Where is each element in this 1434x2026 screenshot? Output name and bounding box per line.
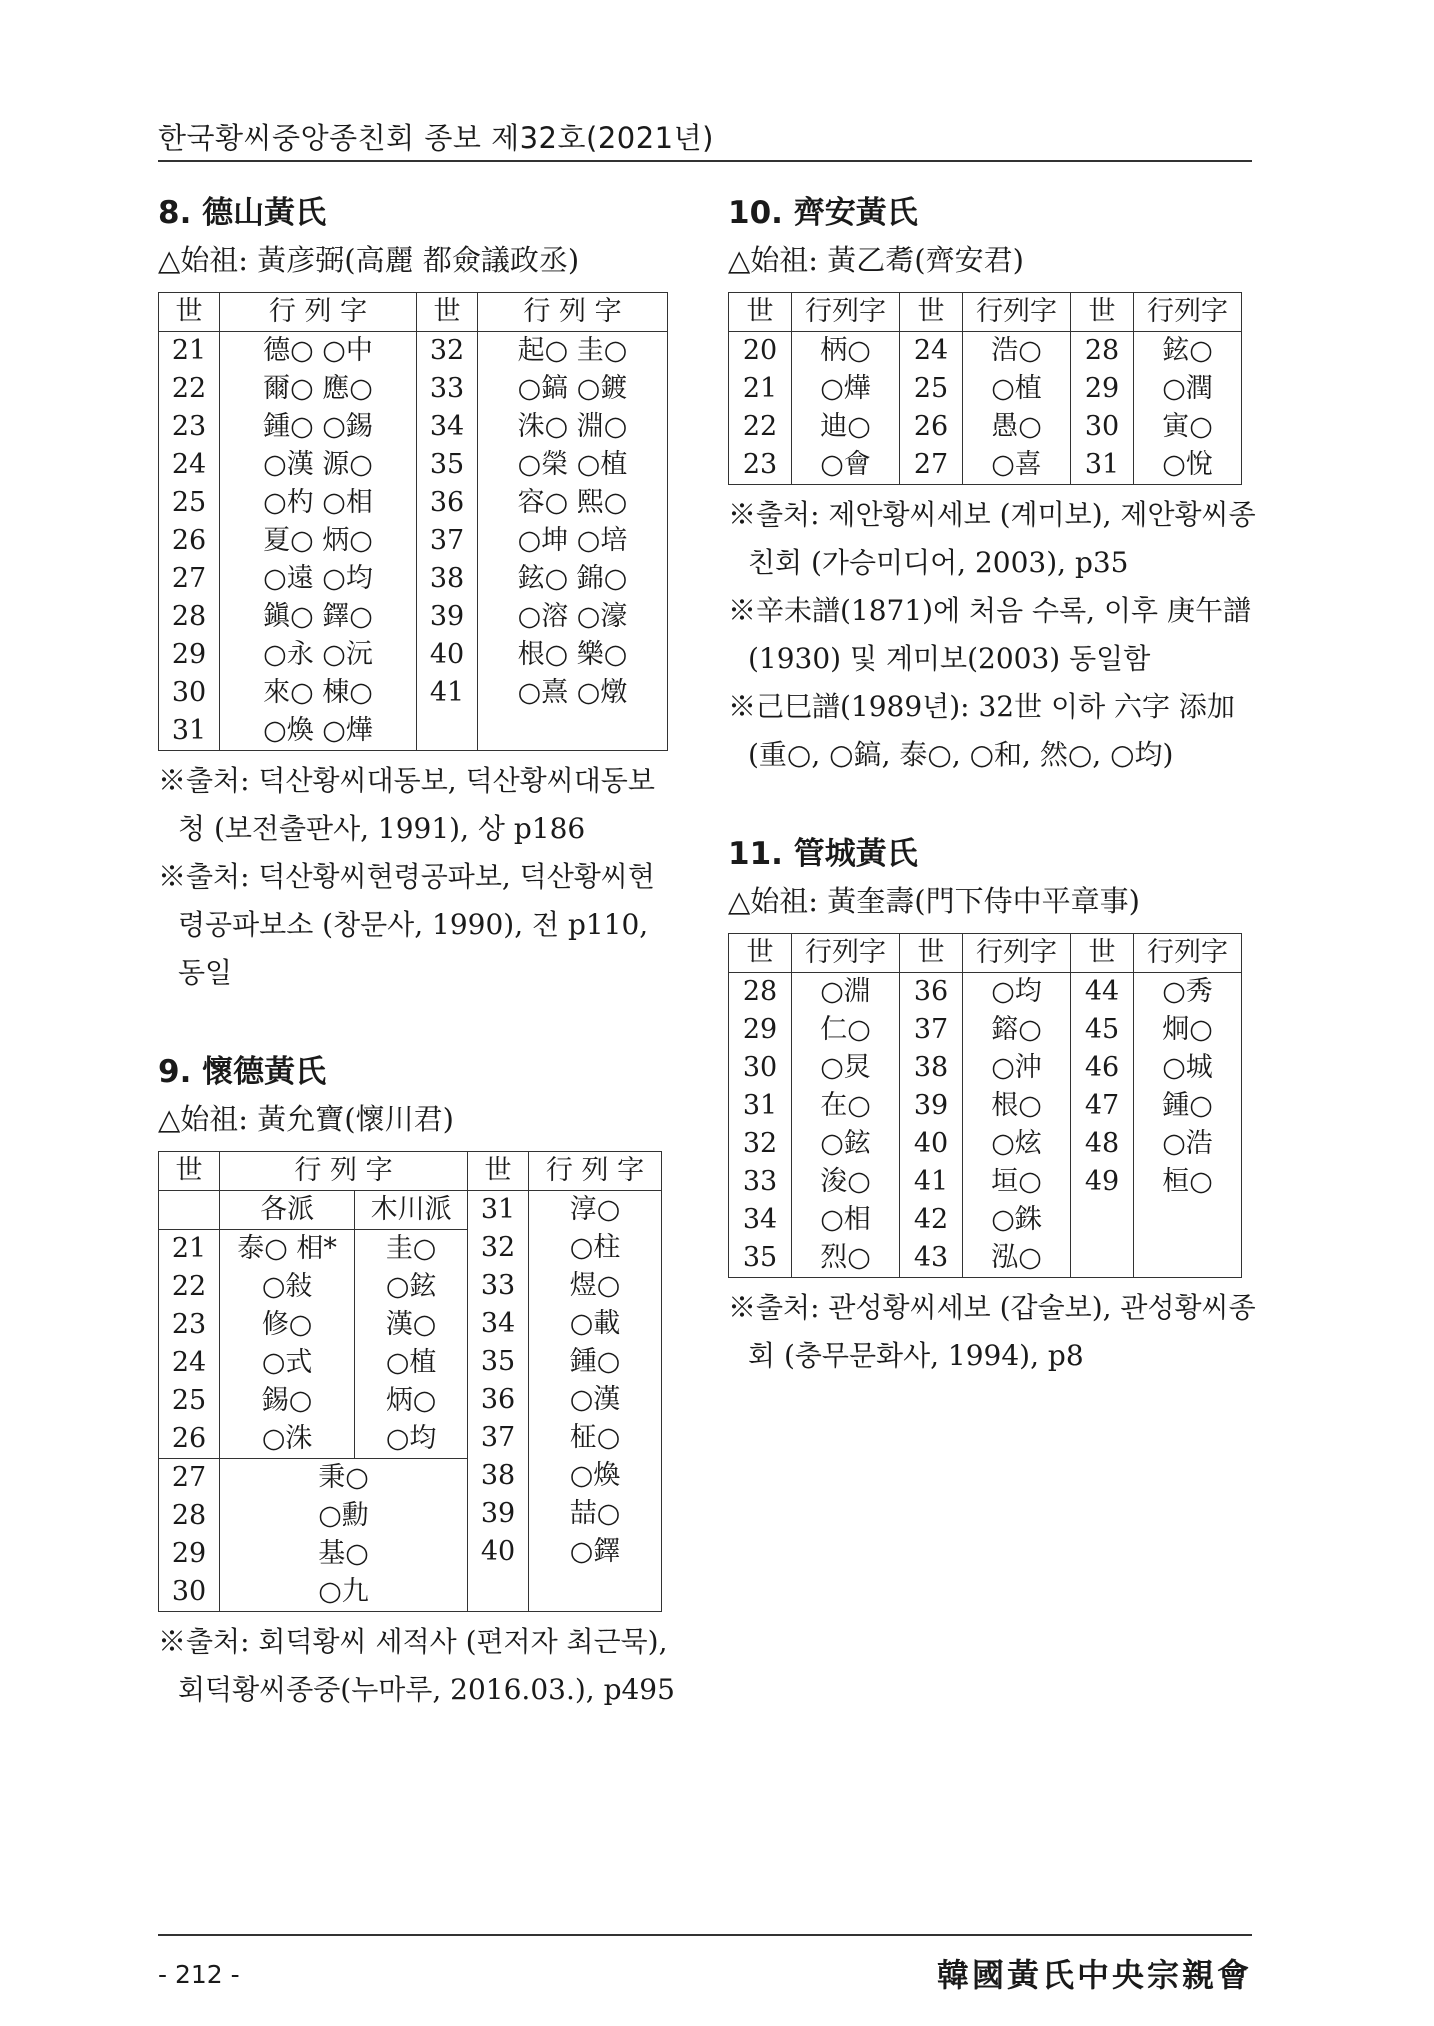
generation-cell: 47 (1071, 1087, 1134, 1125)
generation-cell: 33 (417, 370, 478, 408)
chars-cell: ○炅 (792, 1049, 900, 1087)
section-title: 9. 懷德黃氏 (158, 1054, 327, 1090)
generation-cell: 30 (729, 1049, 792, 1087)
table-row (159, 674, 668, 712)
generation-cell: 31 (159, 712, 220, 751)
chars-cell: ○九 (220, 1573, 468, 1612)
generation-cell: 38 (480, 1460, 516, 1491)
chars-cell: ○坤 ○培 (478, 522, 668, 560)
generation-table (728, 292, 1242, 485)
running-header: 한국황씨중앙종친회 종보 제32호(2021년) (158, 121, 714, 155)
generation-cell: 30 (159, 1573, 220, 1612)
generation-cell: 24 (900, 332, 963, 371)
chars-cell: ○城 (1134, 1049, 1242, 1087)
section-9 (158, 1049, 678, 1714)
founder-line: △始祖: 黃奎壽(門下侍中平章事) (728, 884, 1140, 918)
table-row (159, 598, 668, 636)
generation-cell: 35 (729, 1239, 792, 1278)
generation-cell: 25 (900, 370, 963, 408)
table-row (729, 1125, 1242, 1163)
chars-cell: ○秀 (1134, 973, 1242, 1012)
generation-cell: 21 (159, 332, 220, 371)
chars-cell: ○淵 (792, 973, 900, 1012)
chars-cell: ○會 (792, 446, 900, 485)
chars-cell: 浚○ (792, 1163, 900, 1201)
source-note: ※己巳譜(1989년): 32世 이하 六字 添加 (重○, ○鎬, 泰○, ○和, 然○, ○均) (728, 690, 1235, 771)
chars-cell: 迪○ (792, 408, 900, 446)
chars-cell: 起○ 圭○ (478, 332, 668, 371)
chars-cell: 根○ 樂○ (478, 636, 668, 674)
chars-cell: ○相 (792, 1201, 900, 1239)
header-chars: 行列字 (1134, 293, 1242, 332)
chars-cell: ○煥 (569, 1460, 621, 1491)
chars-cell: 在○ (792, 1087, 900, 1125)
generation-cell: 31 (480, 1194, 516, 1225)
chars-cell: ○杓 ○相 (220, 484, 417, 522)
chars-cell: 圭○ (355, 1230, 468, 1269)
generation-cell: 28 (1071, 332, 1134, 371)
table-row (729, 1163, 1242, 1201)
generation-cell: 26 (900, 408, 963, 446)
header-chars: 行列字 (1134, 934, 1242, 973)
chars-cell: 淳○ (569, 1194, 621, 1225)
header-gen: 世 (159, 1152, 220, 1191)
chars-cell: ○洙 (220, 1420, 355, 1459)
generation-cell: 22 (159, 1268, 220, 1306)
section-title: 8. 德山黃氏 (158, 195, 327, 231)
chars-cell: 修○ (220, 1306, 355, 1344)
chars-cell: 泰○ 相* (220, 1230, 355, 1269)
generation-cell: 43 (900, 1239, 963, 1278)
generation-cell: 34 (480, 1308, 516, 1339)
chars-cell: ○植 (355, 1344, 468, 1382)
founder-line: △始祖: 黃允寶(懷川君) (158, 1102, 454, 1136)
source-note: ※출처: 제안황씨세보 (계미보), 제안황씨종친회 (가승미디어, 2003), p35 (728, 498, 1256, 579)
table-row (729, 1049, 1242, 1087)
chars-cell: 洙○ 淵○ (478, 408, 668, 446)
header-gen: 世 (900, 293, 963, 332)
generation-cell: 34 (729, 1201, 792, 1239)
chars-cell: ○永 ○沅 (220, 636, 417, 674)
chars-cell: 來○ 棟○ (220, 674, 417, 712)
chars-cell: ○植 (963, 370, 1071, 408)
generation-cell: 32 (480, 1232, 516, 1263)
generation-cell: 40 (417, 636, 478, 674)
source-note: ※출처: 덕산황씨대동보, 덕산황씨대동보청 (보전출판사, 1991), 상 p186 (158, 764, 655, 845)
generation-cell: 34 (417, 408, 478, 446)
generation-table (158, 292, 668, 751)
generation-cell: 24 (159, 1344, 220, 1382)
chars-cell: ○柱 (569, 1232, 621, 1263)
chars-cell: 柄○ (792, 332, 900, 371)
chars-cell (1134, 1239, 1242, 1278)
chars-cell: 喆○ (569, 1498, 621, 1529)
source-note: ※출처: 관성황씨세보 (갑술보), 관성황씨종회 (충무문화사, 1994), p8 (728, 1291, 1256, 1372)
table-row (729, 973, 1242, 1012)
generation-cell: 46 (1071, 1049, 1134, 1087)
chars-cell: 炯○ (1134, 1011, 1242, 1049)
generation-cell: 36 (417, 484, 478, 522)
branch-header: 各派 (220, 1191, 355, 1230)
chars-cell: 根○ (963, 1087, 1071, 1125)
chars-cell (478, 712, 668, 751)
generation-cell: 39 (900, 1087, 963, 1125)
generation-cell: 31 (729, 1087, 792, 1125)
table-row (729, 1011, 1242, 1049)
right-column (728, 190, 1258, 1380)
table-row (159, 370, 668, 408)
generation-cell: 37 (417, 522, 478, 560)
generation-cell: 42 (900, 1201, 963, 1239)
table-row (729, 1087, 1242, 1125)
header-chars: 行列字 (963, 934, 1071, 973)
source-notes (158, 757, 678, 997)
table-row (159, 712, 668, 751)
chars-cell: 鍾○ (569, 1346, 621, 1377)
generation-cell: 38 (900, 1049, 963, 1087)
chars-cell: ○均 (963, 973, 1071, 1012)
source-note: ※辛未譜(1871)에 처음 수록, 이후 庚午譜(1930) 및 계미보(2003) 동일함 (728, 594, 1251, 675)
header-chars: 行列字 (792, 293, 900, 332)
table-subheader-row (159, 1191, 662, 1230)
chars-cell: 德○ ○中 (220, 332, 417, 371)
chars-cell: 泓○ (963, 1239, 1071, 1278)
generation-cell: 28 (159, 598, 220, 636)
generation-cell: 26 (159, 522, 220, 560)
generation-cell: 31 (1071, 446, 1134, 485)
table-row (729, 1239, 1242, 1278)
chars-cell (1134, 1201, 1242, 1239)
header-chars: 行 列 字 (529, 1152, 662, 1191)
chars-cell: ○敍 (220, 1268, 355, 1306)
header-rule (158, 160, 1252, 162)
empty-cell (159, 1191, 220, 1230)
header-chars: 行 列 字 (220, 1152, 468, 1191)
table-row (729, 370, 1242, 408)
source-note: ※출처: 회덕황씨 세적사 (편저자 최근묵), 회덕황씨종중(누마루, 2016.03.), p495 (158, 1625, 675, 1706)
chars-cell: 夏○ 炳○ (220, 522, 417, 560)
founder-line: △始祖: 黃乙耈(齊安君) (728, 243, 1024, 277)
table-row (729, 446, 1242, 485)
generation-cell: 23 (159, 408, 220, 446)
generation-cell: 25 (159, 484, 220, 522)
chars-cell: 寅○ (1134, 408, 1242, 446)
generation-cell: 26 (159, 1420, 220, 1459)
header-gen: 世 (468, 1152, 529, 1191)
header-gen: 世 (417, 293, 478, 332)
header-chars: 行列字 (963, 293, 1071, 332)
generation-cell: 48 (1071, 1125, 1134, 1163)
generation-cell: 32 (729, 1125, 792, 1163)
generation-cell: 30 (1071, 408, 1134, 446)
table-row (159, 446, 668, 484)
chars-cell: ○潤 (1134, 370, 1242, 408)
generation-cell: 36 (900, 973, 963, 1012)
chars-cell: 鍾○ (1134, 1087, 1242, 1125)
chars-cell: 鉉○ (1134, 332, 1242, 371)
chars-cell: 浩○ (963, 332, 1071, 371)
source-note: ※출처: 덕산황씨현령공파보, 덕산황씨현령공파보소 (창문사, 1990), 전 p110, 동일 (158, 860, 655, 989)
generation-cell: 21 (159, 1230, 220, 1269)
table-row (159, 636, 668, 674)
generation-cell: 38 (417, 560, 478, 598)
table-row (159, 560, 668, 598)
chars-cell: 鎔○ (963, 1011, 1071, 1049)
generation-cell: 37 (480, 1422, 516, 1453)
table-row (159, 408, 668, 446)
generation-cell (1071, 1201, 1134, 1239)
chars-cell: 煜○ (569, 1270, 621, 1301)
chars-cell: ○漢 源○ (220, 446, 417, 484)
generation-cell: 27 (159, 560, 220, 598)
table-row (729, 408, 1242, 446)
generation-cell: 25 (159, 1382, 220, 1420)
generation-cell: 24 (159, 446, 220, 484)
page-number: - 212 - (158, 1960, 240, 1989)
generation-cell: 35 (417, 446, 478, 484)
chars-cell: ○式 (220, 1344, 355, 1382)
chars-cell: 漢○ (355, 1306, 468, 1344)
chars-cell: 基○ (220, 1535, 468, 1573)
chars-cell: 炳○ (355, 1382, 468, 1420)
chars-cell: ○遠 ○均 (220, 560, 417, 598)
chars-column (529, 1191, 662, 1612)
generation-cell: 22 (159, 370, 220, 408)
chars-cell: ○煥 ○燁 (220, 712, 417, 751)
chars-cell: ○浩 (1134, 1125, 1242, 1163)
generation-cell: 27 (900, 446, 963, 485)
generation-cell (417, 712, 478, 751)
chars-cell: 柾○ (569, 1422, 621, 1453)
chars-cell: ○悅 (1134, 446, 1242, 485)
header-gen: 世 (1071, 293, 1134, 332)
generation-cell: 45 (1071, 1011, 1134, 1049)
source-notes (728, 491, 1258, 779)
generation-cell: 20 (729, 332, 792, 371)
section-8 (158, 190, 678, 997)
chars-cell: ○鉉 (792, 1125, 900, 1163)
generation-cell: 33 (480, 1270, 516, 1301)
chars-cell: 秉○ (220, 1459, 468, 1498)
chars-cell: ○沖 (963, 1049, 1071, 1087)
chars-cell: 鉉○ 錦○ (478, 560, 668, 598)
table-row (729, 1201, 1242, 1239)
chars-cell: 容○ 熙○ (478, 484, 668, 522)
chars-cell: ○鐸 (569, 1536, 621, 1567)
chars-cell: ○喜 (963, 446, 1071, 485)
table-row (159, 522, 668, 560)
generation-cell: 29 (729, 1011, 792, 1049)
chars-cell: 錫○ (220, 1382, 355, 1420)
organization-name: 韓國黃氏中央宗親會 (936, 1956, 1252, 1994)
chars-cell: ○榮 ○植 (478, 446, 668, 484)
generation-table (158, 1151, 662, 1612)
header-chars: 行列字 (792, 934, 900, 973)
generation-cell: 32 (417, 332, 478, 371)
generation-cell: 41 (417, 674, 478, 712)
header-gen: 世 (729, 934, 792, 973)
generation-table (728, 933, 1242, 1278)
chars-cell: ○鉉 (355, 1268, 468, 1306)
generation-cell: 22 (729, 408, 792, 446)
generation-cell: 28 (729, 973, 792, 1012)
branch-header: 木川派 (355, 1191, 468, 1230)
table-row (729, 332, 1242, 371)
generation-cell: 21 (729, 370, 792, 408)
section-10 (728, 190, 1258, 779)
generation-cell: 35 (480, 1346, 516, 1377)
header-chars: 行 列 字 (478, 293, 668, 332)
chars-cell: 愚○ (963, 408, 1071, 446)
chars-cell: ○燁 (792, 370, 900, 408)
generation-cell: 29 (159, 1535, 220, 1573)
chars-cell: 仁○ (792, 1011, 900, 1049)
chars-cell: ○銖 (963, 1201, 1071, 1239)
generation-cell: 28 (159, 1497, 220, 1535)
generation-cell: 49 (1071, 1163, 1134, 1201)
chars-cell: ○鎬 ○鍍 (478, 370, 668, 408)
generation-cell: 40 (480, 1536, 516, 1567)
generation-cell: 33 (729, 1163, 792, 1201)
generation-cell: 44 (1071, 973, 1134, 1012)
footer-rule (158, 1934, 1252, 1936)
founder-line: △始祖: 黃彦弼(高麗 都僉議政丞) (158, 243, 580, 277)
generation-cell: 39 (417, 598, 478, 636)
source-notes (158, 1618, 678, 1714)
generation-cell: 23 (159, 1306, 220, 1344)
chars-cell: ○載 (569, 1308, 621, 1339)
chars-cell: 垣○ (963, 1163, 1071, 1201)
chars-cell: ○均 (355, 1420, 468, 1459)
generation-cell: 37 (900, 1011, 963, 1049)
generation-column (468, 1191, 529, 1612)
generation-cell: 29 (159, 636, 220, 674)
generation-cell: 27 (159, 1459, 220, 1498)
table-row (159, 332, 668, 371)
header-gen: 世 (900, 934, 963, 973)
header-gen: 世 (1071, 934, 1134, 973)
chars-cell: ○炫 (963, 1125, 1071, 1163)
chars-cell: 烈○ (792, 1239, 900, 1278)
chars-cell: ○溶 ○濠 (478, 598, 668, 636)
generation-cell: 41 (900, 1163, 963, 1201)
chars-cell: 爾○ 應○ (220, 370, 417, 408)
generation-cell: 36 (480, 1384, 516, 1415)
generation-cell: 23 (729, 446, 792, 485)
chars-cell: 鍾○ ○錫 (220, 408, 417, 446)
generation-cell: 29 (1071, 370, 1134, 408)
chars-cell: ○漢 (569, 1384, 621, 1415)
table-row (159, 484, 668, 522)
header-gen: 世 (729, 293, 792, 332)
generation-cell: 39 (480, 1498, 516, 1529)
header-chars: 行 列 字 (220, 293, 417, 332)
header-gen: 世 (159, 293, 220, 332)
chars-cell: ○勳 (220, 1497, 468, 1535)
source-notes (728, 1284, 1258, 1380)
chars-cell: ○熹 ○燉 (478, 674, 668, 712)
section-11 (728, 831, 1258, 1380)
generation-cell: 40 (900, 1125, 963, 1163)
section-title: 11. 管城黃氏 (728, 836, 918, 872)
chars-cell: 鎭○ 鐸○ (220, 598, 417, 636)
chars-cell: 桓○ (1134, 1163, 1242, 1201)
section-title: 10. 齊安黃氏 (728, 195, 918, 231)
generation-cell: 30 (159, 674, 220, 712)
generation-cell (1071, 1239, 1134, 1278)
left-column (158, 190, 678, 1714)
